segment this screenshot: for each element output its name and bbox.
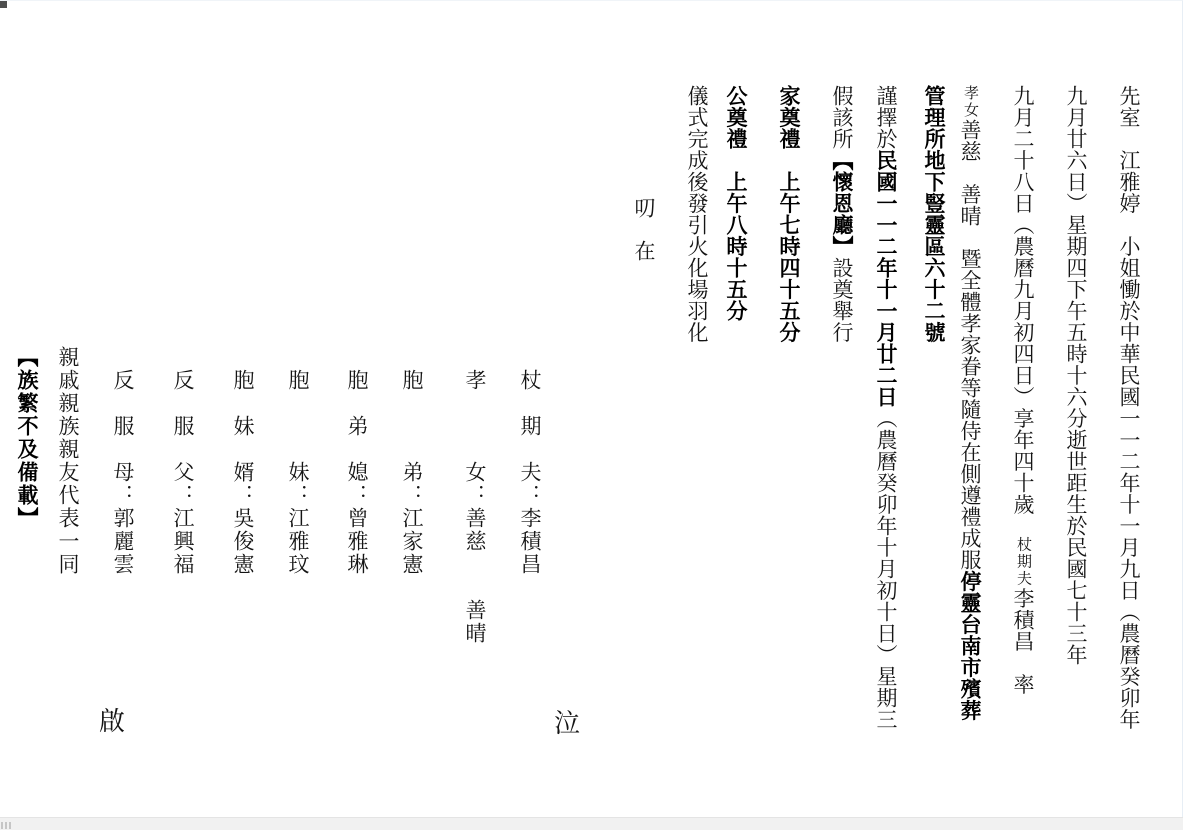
notice-column xyxy=(778,85,799,785)
mourner-column: 胞 妹 婿：吳俊憲 xyxy=(231,369,255,576)
text-segment: 假該所 xyxy=(830,85,854,150)
mourner-column: 胞 妹：江雅玟 xyxy=(286,369,310,576)
announcement-body xyxy=(633,85,1139,785)
notice-column xyxy=(875,85,896,785)
notice-column xyxy=(725,85,746,785)
mourner-column-relatives: 親戚親族親友代表一同 xyxy=(56,346,80,576)
text-segment: 九月二十八日（農曆九月初四日）享年四十歲 xyxy=(1011,85,1035,537)
text-segment-bold: 管理所地下豎靈區六十二號 xyxy=(922,85,946,343)
text-segment: 設奠舉行 xyxy=(830,257,854,343)
notice-column xyxy=(959,85,980,785)
notice-column xyxy=(1118,85,1139,785)
mourners-list xyxy=(16,346,540,686)
notice-column xyxy=(831,85,852,785)
notice-column xyxy=(686,85,707,785)
text-segment-bold: 停靈台南市殯葬 xyxy=(958,570,982,721)
mourner-column: 杖 期 夫：李積昌 xyxy=(518,369,542,576)
text-segment-bold: 【懷恩廳】 xyxy=(830,149,854,257)
scrollbar-grip-icon[interactable] xyxy=(1,822,11,829)
mourner-column: 孝 女：善慈 善晴 xyxy=(463,369,487,645)
mourner-column: 反 服 父：江興福 xyxy=(171,369,195,576)
text-segment: 善慈 善晴 暨全體孝家眷等隨侍在側遵禮成服 xyxy=(958,119,982,571)
text-segment-bold: 民國一一二年十一月廿二日 xyxy=(874,149,898,408)
mourner-column: 胞 弟：江家憲 xyxy=(400,369,424,576)
closing-char-announce: 啟 xyxy=(99,707,126,736)
mourner-column: 反 服 母：郭麗雲 xyxy=(111,369,135,576)
text-segment-small: 杖期夫 xyxy=(1015,536,1031,588)
horizontal-scrollbar[interactable] xyxy=(0,817,1183,830)
notice-column xyxy=(1065,85,1086,785)
text-segment: 謹擇於 xyxy=(874,85,898,150)
text-segment-small: 孝女 xyxy=(962,85,978,119)
mourner-column: 胞 弟 媳：曾雅琳 xyxy=(345,369,369,576)
text-segment: 李積昌 率 xyxy=(1011,587,1035,695)
corner-selection-mark xyxy=(0,1,7,8)
text-segment: 叨 在 xyxy=(632,197,656,262)
text-segment: 先室 江雅婷 小姐慟於中華民國一一二年十一月九日（農曆癸卯年 xyxy=(1117,85,1141,730)
notice-column xyxy=(1012,85,1033,785)
text-segment: 儀式完成後發引火化場羽化 xyxy=(685,85,709,343)
text-segment: （農曆癸卯年十月初十日）星期三 xyxy=(874,407,898,730)
mourner-column-note: 【族繁不及備載】 xyxy=(15,346,39,530)
notice-column xyxy=(633,85,654,785)
text-segment: 九月廿六日）星期四下午五時十六分逝世距生於民國七十三年 xyxy=(1064,85,1088,666)
notice-column xyxy=(923,85,944,785)
text-segment-bold: 家奠禮 上午七時四十五分 xyxy=(777,85,801,343)
text-segment-bold: 公奠禮 上午八時十五分 xyxy=(724,85,748,322)
closing-char-weep: 泣 xyxy=(554,709,581,738)
